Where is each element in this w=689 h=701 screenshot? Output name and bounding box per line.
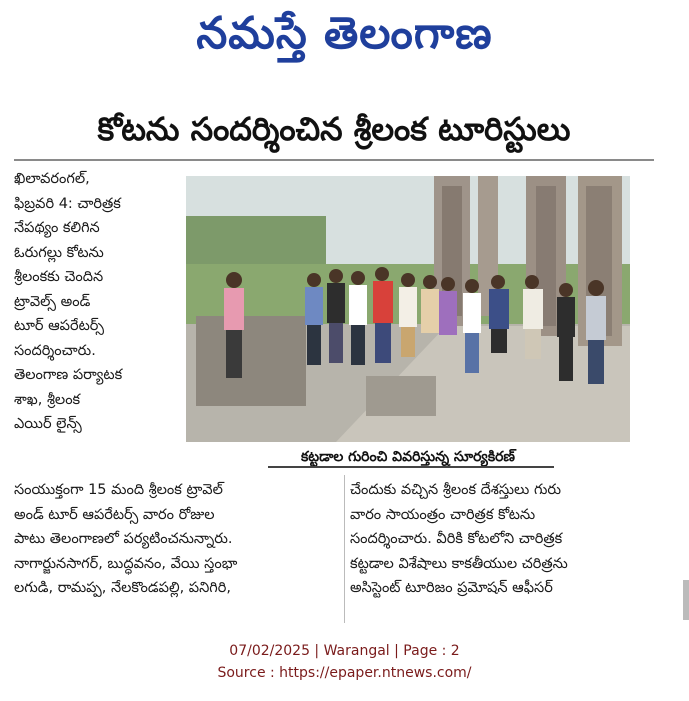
edition-info: 07/02/2025 | Warangal | Page : 2 [229, 643, 460, 659]
article-body-right: చేందుకు వచ్చిన శ్రీలంక దేశస్తులు గురు వారం సాయంత్రం చారిత్రక కోటను సందర్శించారు. వీరికి కోటలోని చారిత్రక కట్టడాల విశేషాలు కాకతీయుల చరిత్రను అసిస్టెంట్ టూరిజం ప్రమోషన్ ఆఫీసర్ [350, 482, 568, 596]
article-photo [186, 176, 630, 442]
caption-underline [268, 466, 554, 468]
masthead [0, 0, 689, 78]
page-edge-marker [683, 580, 689, 620]
article-headline: కోటను సందర్శించిన శ్రీలంక టూరిస్టులు [97, 110, 571, 148]
article-intro-column: ఖిలావరంగల్, ఫిబ్రవరి 4: చారిత్రక నేపథ్యం కలిగిన ఓరుగల్లు కోటను శ్రీలంకకు చెందిన ట్రావెల్స్ అండ్ టూర్ ఆపరేటర్స్ సందర్శించారు. తెలంగాణ పర్యాటక శాఖ, శ్రీలంక ఎయిర్ లైన్స్ [14, 171, 123, 432]
photo-caption: కట్టడాల గురించి వివరిస్తున్న సూర్యకిరణ్ [300, 448, 515, 465]
news-clipping [14, 103, 689, 623]
newspaper-logo: నమస్తే తెలంగాణ [196, 8, 493, 59]
source-link[interactable]: Source : https://epaper.ntnews.com/ [217, 665, 472, 681]
headline-rule [14, 159, 654, 161]
source-footer [0, 640, 689, 684]
article-body-left: సంయుక్తంగా 15 మంది శ్రీలంక ట్రావెల్ అండ్ టూర్ ఆపరేటర్స్ వారం రోజుల పాటు తెలంగాణలో పర్యటించనున్నారు. నాగార్జునసాగర్, బుద్ధవనం, వేయి స్తంభా లగుడి, రామప్ప, నేలకొండపల్లి, పనిగిరి, [14, 482, 238, 596]
column-divider [344, 475, 345, 623]
